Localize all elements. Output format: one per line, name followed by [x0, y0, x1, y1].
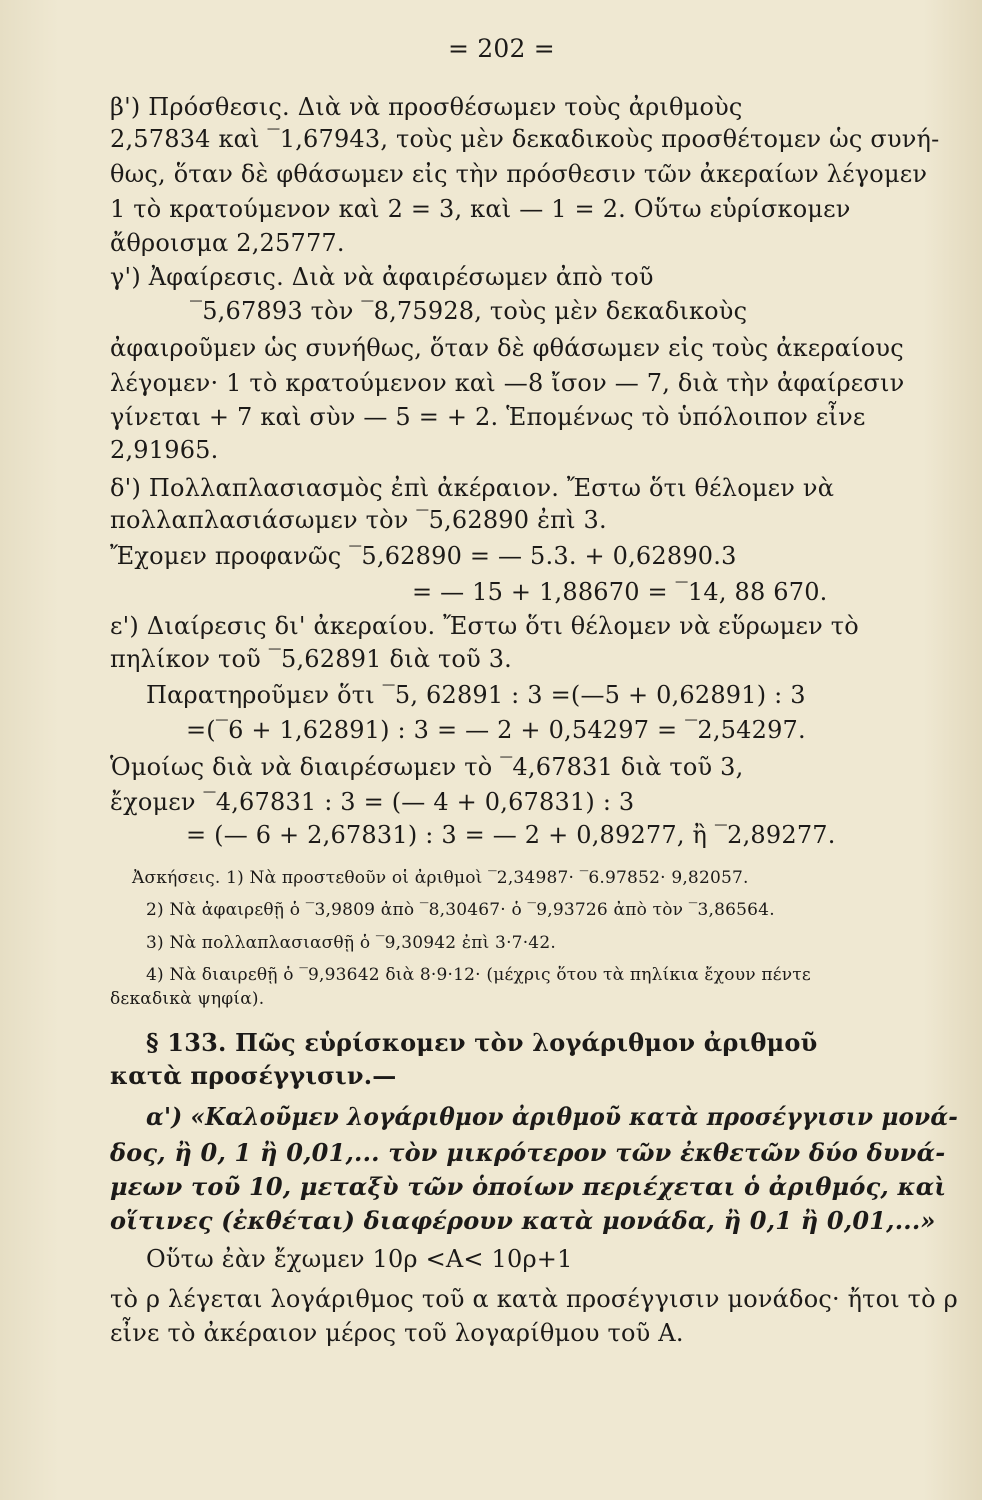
formula-line: Οὕτω ἐὰν ἔχωμεν 10ρ <Α< 10ρ+1: [146, 1245, 573, 1273]
text-line: γ') Ἀφαίρεσις. Διὰ νὰ ἀφαιρέσωμεν ἀπὸ τοῦ: [110, 263, 654, 291]
exercise-line: Ἀσκήσεις. 1) Νὰ προστεθοῦν οἱ ἀριθμοὶ ‾2,34987· ‾6.97852· 9,82057.: [132, 868, 749, 888]
definition-line: α') «Καλοῦμεν λογάριθμον ἀριθμοῦ κατὰ προσέγγισιν μονά-: [146, 1102, 959, 1131]
text-line: =(‾6 + 1,62891) : 3 = — 2 + 0,54297 = ‾2,54297.: [186, 716, 806, 744]
text-line: ‾5,67893 τὸν ‾8,75928, τοὺς μὲν δεκαδικοὺς: [190, 297, 748, 325]
text-line: = — 15 + 1,88670 = ‾14, 88 670.: [412, 578, 828, 606]
definition-line: μεων τοῦ 10, μεταξὺ τῶν ὁποίων περιέχεται ὁ ἀριθμός, καὶ: [110, 1172, 947, 1201]
text-line: ἔχομεν ‾4,67831 : 3 = (— 4 + 0,67831) : 3: [110, 788, 635, 816]
exercise-line: δεκαδικὰ ψηφία).: [110, 989, 265, 1009]
text-line: θως, ὅταν δὲ φθάσωμεν εἰς τὴν πρόσθεσιν τῶν ἀκεραίων λέγομεν: [110, 160, 928, 188]
text-line: πολλαπλασιάσωμεν τὸν ‾5,62890 ἐπὶ 3.: [110, 506, 607, 534]
text-line: Ἔχομεν προφανῶς ‾5,62890 = — 5.3. + 0,62890.3: [110, 542, 737, 570]
text-line: ἀφαιροῦμεν ὡς συνήθως, ὅταν δὲ φθάσωμεν εἰς τοὺς ἀκεραίους: [110, 334, 904, 362]
exercise-line: 2) Νὰ ἀφαιρεθῇ ὁ ‾3,9809 ἀπὸ ‾8,30467· ὁ ‾9,93726 ἀπὸ τὸν ‾3,86564.: [146, 900, 775, 920]
text-line: γίνεται + 7 καὶ σὺν — 5 = + 2. Ἑπομένως τὸ ὑπόλοιπον εἶνε: [110, 403, 866, 431]
text-line: λέγομεν· 1 τὸ κρατούμενον καὶ —8 ἴσον — 7, διὰ τὴν ἀφαίρεσιν: [110, 369, 905, 397]
text-line: 1 τὸ κρατούμενον καὶ 2 = 3, καὶ — 1 = 2. Οὕτω εὑρίσκομεν: [110, 195, 851, 223]
section-heading: § 133. Πῶς εὑρίσκομεν τὸν λογάριθμον ἀριθμοῦ: [146, 1028, 818, 1057]
text-line: δ') Πολλαπλασιασμὸς ἐπὶ ἀκέραιον. Ἔστω ὅτι θέλομεν νὰ: [110, 474, 835, 502]
section-heading: κατὰ προσέγγισιν.—: [110, 1061, 397, 1090]
text-line: πηλίκον τοῦ ‾5,62891 διὰ τοῦ 3.: [110, 645, 513, 673]
text-line: εἶνε τὸ ἀκέραιον μέρος τοῦ λογαρίθμου τοῦ Α.: [110, 1319, 684, 1347]
text-line: ἄθροισμα 2,25777.: [110, 229, 345, 257]
page-number: = 202 =: [448, 34, 555, 63]
text-line: 2,91965.: [110, 436, 219, 464]
text-line: τὸ ρ λέγεται λογάριθμος τοῦ α κατὰ προσέγγισιν μονάδος· ἤτοι τὸ ρ: [110, 1285, 958, 1313]
definition-line: οἵτινες (ἐκθέται) διαφέρουν κατὰ μονάδα, ἢ 0,1 ἢ 0,01,...»: [110, 1206, 936, 1235]
text-line: 2,57834 καὶ ‾1,67943, τοὺς μὲν δεκαδικοὺς προσθέτομεν ὡς συνή-: [110, 125, 940, 153]
text-line: ε') Διαίρεσις δι' ἀκεραίου. Ἔστω ὅτι θέλομεν νὰ εὕρωμεν τὸ: [110, 612, 859, 640]
text-line: Ὁμοίως διὰ νὰ διαιρέσωμεν τὸ ‾4,67831 διὰ τοῦ 3,: [110, 753, 744, 781]
exercise-line: 3) Νὰ πολλαπλασιασθῇ ὁ ‾9,30942 ἐπὶ 3·7·42.: [146, 933, 556, 953]
text-line: = (— 6 + 2,67831) : 3 = — 2 + 0,89277, ἢ ‾2,89277.: [186, 821, 836, 849]
definition-line: δος, ἢ 0, 1 ἢ 0,01,... τὸν μικρότερον τῶν ἐκθετῶν δύο δυνά-: [110, 1138, 946, 1167]
exercise-line: 4) Νὰ διαιρεθῇ ὁ ‾9,93642 διὰ 8·9·12· (μέχρις ὅτου τὰ πηλίκια ἔχουν πέντε: [146, 965, 811, 985]
text-line: Παρατηροῦμεν ὅτι ‾5, 62891 : 3 =(—5 + 0,62891) : 3: [146, 681, 806, 709]
text-line: β') Πρόσθεσις. Διὰ νὰ προσθέσωμεν τοὺς ἀριθμοὺς: [110, 93, 743, 121]
